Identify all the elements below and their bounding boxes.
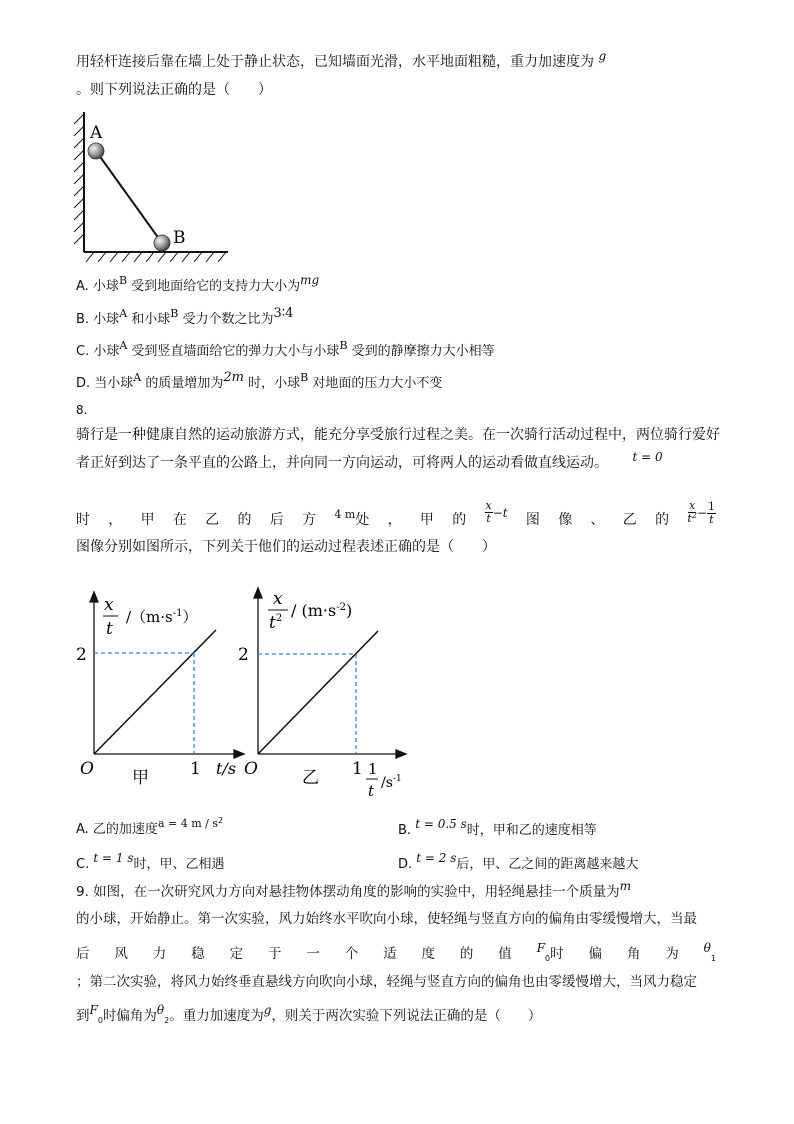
jia-tick-x: 1 xyxy=(190,759,201,779)
q8-option-a: A. 乙的加速度$^{a = 4 m / s2}$ xyxy=(76,816,224,837)
jia-tick-y: 2 xyxy=(76,645,87,665)
q7-intro-g: g xyxy=(598,49,607,63)
svg-text:/ (m·s-2) xyxy=(291,601,352,620)
q7-rod-figure xyxy=(70,110,240,265)
yi-x-unit: /s xyxy=(381,775,393,791)
label-a: A xyxy=(90,123,103,143)
q9-line3: 后 风 力 稳 定 于 一 个 适 度 的 值 $F_0$时 偏 角 为 $\theta_1$ xyxy=(76,941,716,963)
yi-x-unit-exp: -1 xyxy=(392,774,402,784)
jia-y-num: x xyxy=(104,595,114,615)
yi-y-unit: / (m·s xyxy=(291,601,337,620)
q9-F0: F xyxy=(536,941,546,955)
q8-xt-minus-t: $\frac{x}{t}$ −t xyxy=(485,499,508,525)
q8-graph-jia xyxy=(76,590,246,800)
light-rod xyxy=(96,151,162,243)
jia-y-unit: /（m·s xyxy=(126,608,173,626)
svg-text:t2 xyxy=(269,613,282,633)
yi-y-den-exp: 2 xyxy=(275,613,283,624)
q9-theta1: θ xyxy=(703,941,711,955)
q8-line2: 者正好到达了一条平直的公路上，并向同一方向运动，可将两人的运动看做直线运动。 t = 0 xyxy=(76,450,663,471)
q8-graph-yi xyxy=(236,584,416,806)
q8-dist: 4 m xyxy=(334,508,356,521)
q7-option-c: C. 小球$^A$ 受到竖直墙面给它的弹力大小与小球$^B$ 受到的静摩擦力大小相等 xyxy=(76,339,495,359)
svg-text:/s-1 xyxy=(381,774,402,791)
q8-number: 8. xyxy=(76,403,88,417)
jia-y-unit-close: ） xyxy=(182,608,198,626)
yi-x-den: t xyxy=(368,782,375,800)
yi-origin: O xyxy=(244,759,258,779)
q9-line4: ；第二次实验，将风力始终垂直悬线方向吹向小球，轻绳与竖直方向的偏角也由零缓慢增大，当风力稳定 xyxy=(76,974,697,990)
yi-line xyxy=(258,631,378,754)
q8-line4: 图像分别如图所示，下列关于他们的运动过程表述正确的是（ ） xyxy=(76,539,496,555)
jia-line xyxy=(94,630,216,754)
q8-line3: 时 ， 甲 在 乙 的 后 方 $^{4 m}$处 ， 甲 的 $\frac{x}{t}$ −t 图 像 、 乙 的 $\frac{x}{t^2}$ − $\frac{1}{t}$ xyxy=(76,499,715,528)
ball-b xyxy=(154,235,170,251)
jia-y-unit-exp: -1 xyxy=(172,608,183,619)
q7-intro-line2: 。则下列说法正确的是（ ） xyxy=(76,82,272,98)
q8-line1: 骑行是一种健康自然的运动旅游方式，能充分享受旅行过程之美。在一次骑行活动过程中，两位骑行爱好 xyxy=(76,427,720,443)
svg-text:/（m·s-1） xyxy=(126,608,198,626)
q7-option-a: A. 小球$^B$ 受到地面给它的支持力大小为mg xyxy=(76,273,320,294)
q7-option-d: D. 当小球$^A$ 的质量增加为2m 时，小球$^B$ 对地面的压力大小不变 xyxy=(76,370,443,391)
yi-tick-x: 1 xyxy=(352,759,363,779)
q8-t0: t = 0 xyxy=(632,450,663,464)
yi-y-unit-exp: -2 xyxy=(336,602,346,613)
jia-caption: 甲 xyxy=(132,768,149,788)
q8-option-b: B. t = 0.5 s时，甲和乙的速度相等 xyxy=(398,817,597,838)
yi-y-num: x xyxy=(273,589,283,609)
jia-y-den: t xyxy=(106,619,113,639)
yi-x-num: 1 xyxy=(368,760,378,778)
jia-origin: O xyxy=(80,759,94,779)
ground-hatching xyxy=(84,252,228,262)
label-b: B xyxy=(173,228,186,248)
q8-option-c: C. t = 1 s时，甲、乙相遇 xyxy=(76,851,225,872)
q7-intro-line1: 用轻杆连接后靠在墙上处于静止状态，已知墙面光滑，水平地面粗糙，重力加速度为 g xyxy=(76,49,607,70)
q9-line2: 的小球，开始静止。第一次实验，风力始终水平吹向小球，使轻绳与竖直方向的偏角由零缓慢增大，当最 xyxy=(76,911,697,927)
q8-option-d: D. t = 2 s后，甲、乙之间的距离越来越大 xyxy=(398,851,639,872)
q8-xt2-minus-1t: $\frac{x}{t^2}$ − $\frac{1}{t}$ xyxy=(687,499,715,526)
yi-caption: 乙 xyxy=(302,768,319,788)
yi-tick-y: 2 xyxy=(238,645,249,665)
q7-option-b: B. 小球$^A$ 和小球$^B$ 受力个数之比为3∶4 xyxy=(76,306,294,327)
jia-x-label: t/s xyxy=(216,759,237,778)
wall-hatching xyxy=(74,112,84,252)
q9-line5: 到$F_0$时偏角为$\theta_2$。重力加速度为g，则关于两次实验下列说法正确的是（ ） xyxy=(76,1003,542,1025)
yi-y-den: t xyxy=(269,613,276,633)
q9-line1: 9. 如图，在一次研究风力方向对悬挂物体摆动角度的影响的实验中，用轻绳悬挂一个质量为m xyxy=(76,879,632,900)
ball-a xyxy=(88,143,104,159)
yi-y-unit-close: ) xyxy=(345,601,353,620)
